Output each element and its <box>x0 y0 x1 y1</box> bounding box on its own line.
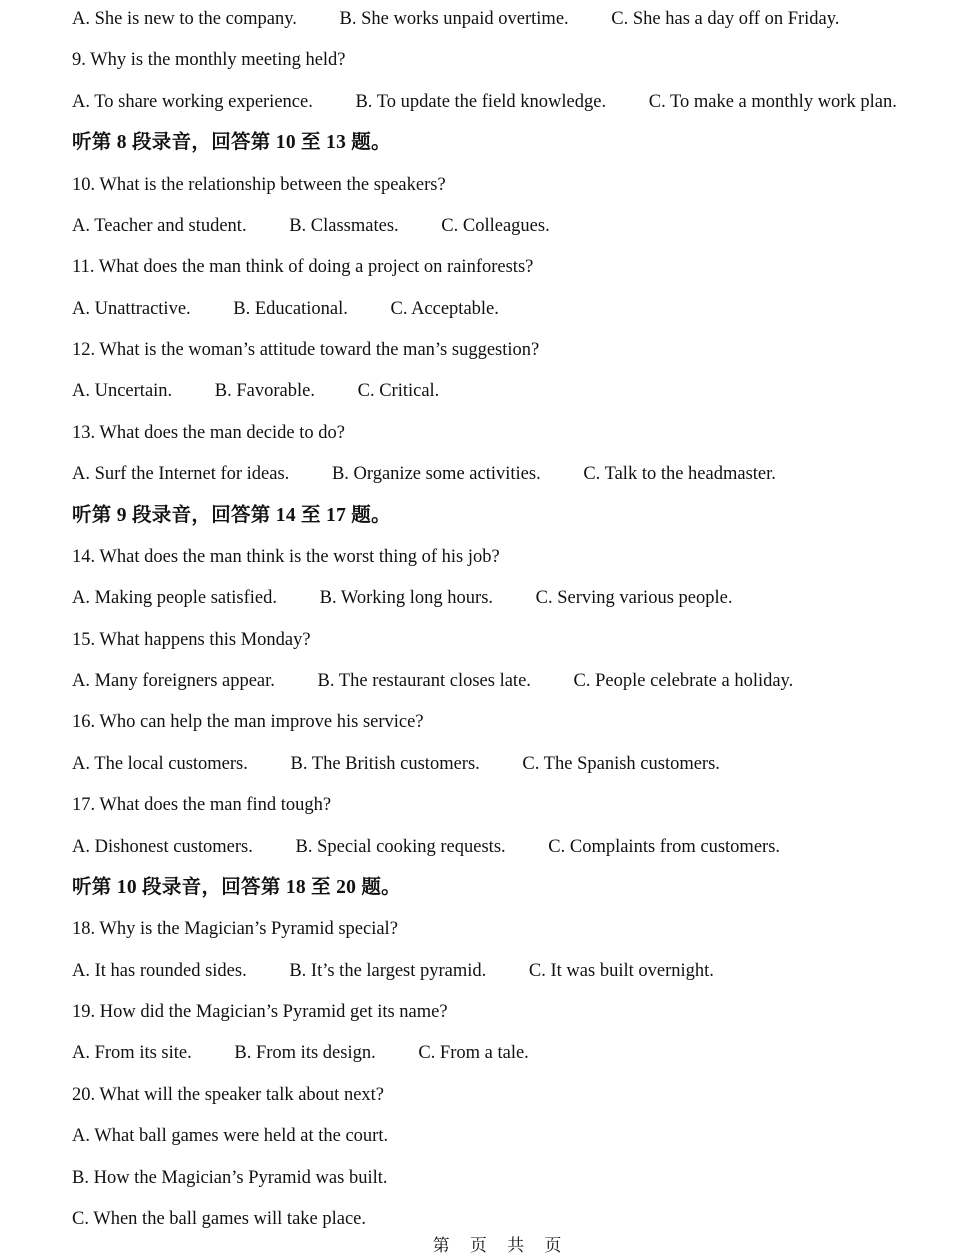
q14-options <box>72 579 962 620</box>
q17-stem: 17. What does the man find tough? <box>72 795 332 816</box>
q11-option-a: A. Unattractive. <box>72 298 191 319</box>
q16-option-b: B. The British customers. <box>290 753 480 774</box>
q9-option-a: A. To share working experience. <box>72 91 313 112</box>
q8-option-c: C. She has a day off on Friday. <box>611 9 840 29</box>
q16-option-c: C. The Spanish customers. <box>522 753 720 774</box>
q17-option-b: B. Special cooking requests. <box>295 836 506 857</box>
q12-options <box>72 372 962 413</box>
q20-option-c: C. When the ball games will take place. <box>72 1208 367 1229</box>
q9-stem: 9. Why is the monthly meeting held? <box>72 50 346 71</box>
q19-option-a: A. From its site. <box>72 1043 192 1064</box>
q20-stem: 20. What will the speaker talk about next? <box>72 1084 385 1105</box>
q16-options <box>72 745 962 786</box>
q11-stem: 11. What does the man think of doing a project on rainforests? <box>72 257 534 278</box>
q8-option-b: B. She works unpaid overtime. <box>339 9 569 29</box>
q16-option-a: A. The local customers. <box>72 753 248 774</box>
q18-option-b: B. It’s the largest pyramid. <box>289 960 487 981</box>
q11-options <box>72 290 962 331</box>
q18-options <box>72 952 962 993</box>
q19-option-b: B. From its design. <box>234 1043 376 1064</box>
q12-option-c: C. Critical. <box>357 381 440 402</box>
q11-option-c: C. Acceptable. <box>390 298 499 319</box>
q13-option-a: A. Surf the Internet for ideas. <box>72 464 290 485</box>
q15-option-b: B. The restaurant closes late. <box>317 671 531 691</box>
q14-option-a: A. Making people satisfied. <box>72 588 277 609</box>
q14-option-b: B. Working long hours. <box>319 588 494 609</box>
q19-options <box>72 1034 962 1075</box>
q12-option-b: B. Favorable. <box>214 381 315 402</box>
page-footer: 第 页 共 页 <box>432 1236 562 1255</box>
q18-option-a: A. It has rounded sides. <box>72 960 247 981</box>
q15-option-c: C. People celebrate a holiday. <box>573 671 794 691</box>
q17-options <box>72 828 962 869</box>
q10-options <box>72 207 962 248</box>
q9-option-c: C. To make a monthly work plan. <box>648 91 897 112</box>
q13-stem: 13. What does the man decide to do? <box>72 422 345 443</box>
q10-stem: 10. What is the relationship between the speakers? <box>72 174 446 195</box>
q9-options <box>72 83 962 124</box>
listening-section <box>72 0 962 1241</box>
q8-option-a: A. She is new to the company. <box>72 9 297 29</box>
q15-stem: 15. What happens this Monday? <box>72 629 311 650</box>
q15-options <box>72 662 962 703</box>
q12-option-a: A. Uncertain. <box>72 381 173 402</box>
q17-option-a: A. Dishonest customers. <box>72 836 253 857</box>
q12-stem: 12. What is the woman’s attitude toward the man’s suggestion? <box>72 340 540 360</box>
q18-option-c: C. It was built overnight. <box>528 960 714 981</box>
q18-stem: 18. Why is the Magician’s Pyramid special? <box>72 919 398 940</box>
q10-option-b: B. Classmates. <box>289 215 399 236</box>
q16-stem: 16. Who can help the man improve his service? <box>72 712 424 733</box>
q14-option-c: C. Serving various people. <box>535 588 733 609</box>
q19-option-c: C. From a tale. <box>418 1043 529 1064</box>
q14-stem: 14. What does the man think is the worst thing of his job? <box>72 546 500 567</box>
q10-option-c: C. Colleagues. <box>441 215 550 236</box>
q8-options <box>72 0 962 41</box>
q19-stem: 19. How did the Magician’s Pyramid get its name? <box>72 1002 448 1022</box>
q11-option-b: B. Educational. <box>233 298 348 319</box>
section-10-heading: 听第 10 段录音，回答第 18 至 20 题。 <box>72 876 401 898</box>
q20-option-b: B. How the Magician’s Pyramid was built. <box>72 1167 388 1188</box>
q10-option-a: A. Teacher and student. <box>72 215 247 236</box>
section-9-heading: 听第 9 段录音，回答第 14 至 17 题。 <box>72 504 391 526</box>
q13-options <box>72 455 962 496</box>
q13-option-c: C. Talk to the headmaster. <box>583 464 776 485</box>
q13-option-b: B. Organize some activities. <box>331 464 541 485</box>
q20-option-a: A. What ball games were held at the court. <box>72 1126 389 1147</box>
section-8-heading: 听第 8 段录音，回答第 10 至 13 题。 <box>72 132 391 154</box>
q15-option-a: A. Many foreigners appear. <box>72 671 275 691</box>
q17-option-c: C. Complaints from customers. <box>548 836 781 857</box>
q9-option-b: B. To update the field knowledge. <box>355 91 607 112</box>
